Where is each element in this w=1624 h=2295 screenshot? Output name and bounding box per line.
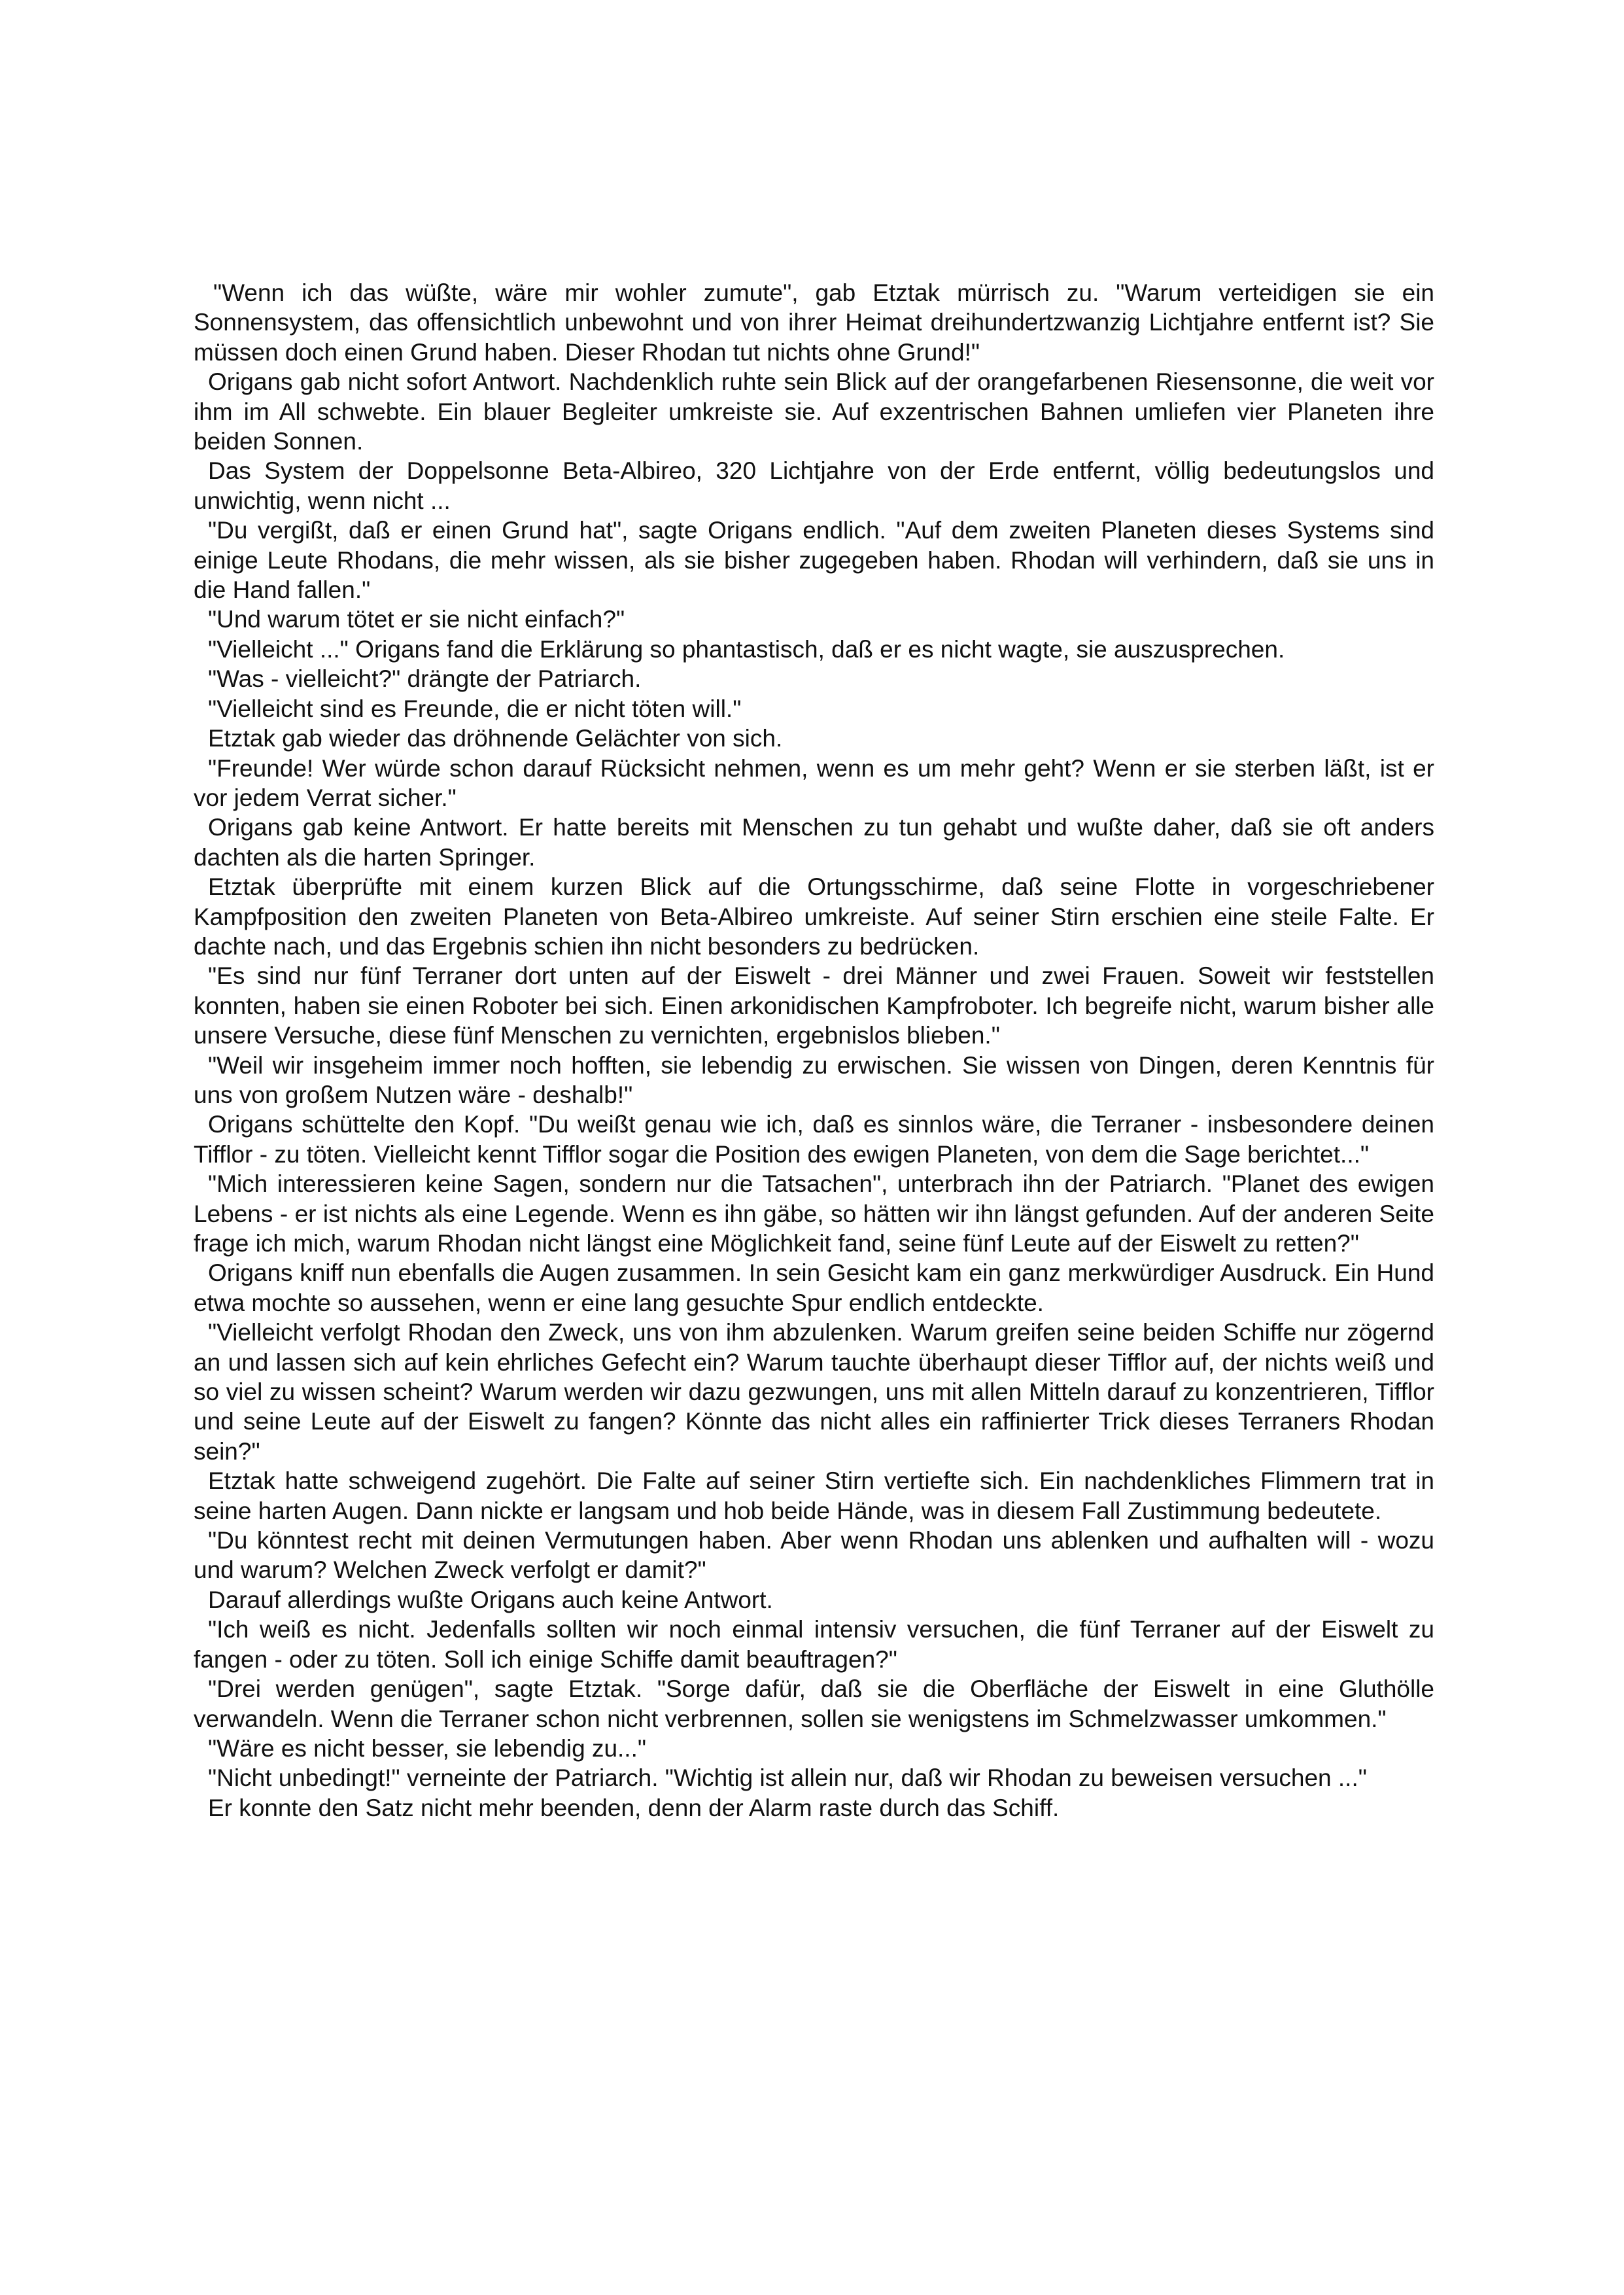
paragraph: Das System der Doppelsonne Beta-Albireo, 320 Lichtjahre von der Erde entfernt, völlig bedeutungslos und unwichtig, wenn nicht ... (194, 457, 1434, 514)
paragraph: "Vielleicht sind es Freunde, die er nicht töten will." (208, 695, 742, 722)
paragraph: Darauf allerdings wußte Origans auch keine Antwort. (208, 1586, 773, 1613)
paragraph: Origans schüttelte den Kopf. "Du weißt genau wie ich, daß es sinnlos wäre, die Terraner - insbesondere deinen Tifflor - zu töten. Vielleicht kennt Tifflor sogar die Position des ewigen Planeten, von dem die Sage berichtet..." (194, 1111, 1434, 1168)
paragraph: "Und warum tötet er sie nicht einfach?" (208, 606, 625, 633)
paragraph: "Weil wir insgeheim immer noch hofften, sie lebendig zu erwischen. Sie wissen von Dingen, deren Kenntnis für uns von großem Nutzen wäre - deshalb!" (194, 1051, 1434, 1108)
paragraph: Etztak gab wieder das dröhnende Gelächter von sich. (208, 725, 783, 752)
paragraph: "Vielleicht ..." Origans fand die Erklärung so phantastisch, daß er es nicht wagte, sie auszusprechen. (208, 635, 1285, 663)
story-text (194, 278, 1434, 1823)
paragraph: Etztak hatte schweigend zugehört. Die Falte auf seiner Stirn vertiefte sich. Ein nachdenkliches Flimmern trat in seine harten Augen. Dann nickte er langsam und hob beide Hände, was in diesem Fall Zustimmung bedeutete. (194, 1467, 1434, 1524)
paragraph: "Du könntest recht mit deinen Vermutungen haben. Aber wenn Rhodan uns ablenken und aufhalten will - wozu und warum? Welchen Zweck verfolgt er damit?" (194, 1527, 1434, 1584)
paragraph: "Mich interessieren keine Sagen, sondern nur die Tatsachen", unterbrach ihn der Patriarch. "Planet des ewigen Lebens - er ist nichts als eine Legende. Wenn es ihn gäbe, so hätten wir ihn längst gefunden. Auf der anderen Seite frage ich mich, warum Rhodan nicht längst eine Möglichkeit fand, seine fünf Leute auf der Eiswelt zu retten?" (194, 1170, 1434, 1257)
paragraph: Etztak überprüfte mit einem kurzen Blick auf die Ortungsschirme, daß seine Flotte in vorgeschriebener Kampfposition den zweiten Planeten von Beta-Albireo umkreiste. Auf seiner Stirn erschien eine steile Falte. Er dachte nach, und das Ergebnis schien ihn nicht besonders zu bedrücken. (194, 873, 1434, 960)
paragraph: "Was - vielleicht?" drängte der Patriarch. (208, 665, 642, 693)
paragraph: "Nicht unbedingt!" verneinte der Patriarch. "Wichtig ist allein nur, daß wir Rhodan zu beweisen versuchen ..." (208, 1764, 1367, 1792)
paragraph: Origans gab nicht sofort Antwort. Nachdenklich ruhte sein Blick auf der orangefarbenen Riesensonne, die weit vor ihm im All schwebte. Ein blauer Begleiter umkreiste sie. Auf exzentrischen Bahnen umliefen vier Planeten ihre beiden Sonnen. (194, 368, 1434, 455)
paragraph: "Es sind nur fünf Terraner dort unten auf der Eiswelt - drei Männer und zwei Frauen. Soweit wir feststellen konnten, haben sie einen Roboter bei sich. Einen arkonidischen Kampfroboter. Ich begreife nicht, warum bisher alle unsere Versuche, diese fünf Menschen zu vernichten, ergebnislos blieben." (194, 962, 1434, 1049)
paragraph: Origans kniff nun ebenfalls die Augen zusammen. In sein Gesicht kam ein ganz merkwürdiger Ausdruck. Ein Hund etwa mochte so aussehen, wenn er eine lang gesuchte Spur endlich entdeckte. (194, 1259, 1434, 1316)
paragraph: "Wäre es nicht besser, sie lebendig zu..." (208, 1734, 646, 1762)
paragraph: Er konnte den Satz nicht mehr beenden, denn der Alarm raste durch das Schiff. (208, 1794, 1060, 1821)
paragraph: "Freunde! Wer würde schon darauf Rücksicht nehmen, wenn es um mehr geht? Wenn er sie sterben läßt, ist er vor jedem Verrat sicher." (194, 754, 1434, 811)
paragraph: "Drei werden genügen", sagte Etztak. "Sorge dafür, daß sie die Oberfläche der Eiswelt in eine Gluthölle verwandeln. Wenn die Terraner schon nicht verbrennen, sollen sie wenigstens im Schmelzwasser umkommen." (194, 1675, 1434, 1732)
paragraph: "Du vergißt, daß er einen Grund hat", sagte Origans endlich. "Auf dem zweiten Planeten dieses Systems sind einige Leute Rhodans, die mehr wissen, als sie bisher zugegeben haben. Rhodan will verhindern, daß sie uns in die Hand fallen." (194, 517, 1434, 604)
paragraph: "Ich weiß es nicht. Jedenfalls sollten wir noch einmal intensiv versuchen, die fünf Terraner auf der Eiswelt zu fangen - oder zu töten. Soll ich einige Schiffe damit beauftragen?" (194, 1616, 1434, 1673)
paragraph: Origans gab keine Antwort. Er hatte bereits mit Menschen zu tun gehabt und wußte daher, daß sie oft anders dachten als die harten Springer. (194, 814, 1434, 871)
paragraph: "Wenn ich das wüßte, wäre mir wohler zumute", gab Etztak mürrisch zu. "Warum verteidigen sie ein Sonnensystem, das offensichtlich unbewohnt und von ihrer Heimat dreihundertzwanzig Lichtjahre entfernt ist? Sie müssen doch einen Grund haben. Dieser Rhodan tut nichts ohne Grund!" (194, 279, 1434, 366)
paragraph: "Vielleicht verfolgt Rhodan den Zweck, uns von ihm abzulenken. Warum greifen seine beiden Schiffe nur zögernd an und lassen sich auf kein ehrliches Gefecht ein? Warum tauchte überhaupt dieser Tifflor auf, der nichts weiß und so viel zu wissen scheint? Warum werden wir dazu gezwungen, uns mit allen Mitteln darauf zu konzentrieren, Tifflor und seine Leute auf der Eiswelt zu fangen? Könnte das nicht alles ein raffinierter Trick dieses Terraners Rhodan sein?" (194, 1319, 1434, 1465)
